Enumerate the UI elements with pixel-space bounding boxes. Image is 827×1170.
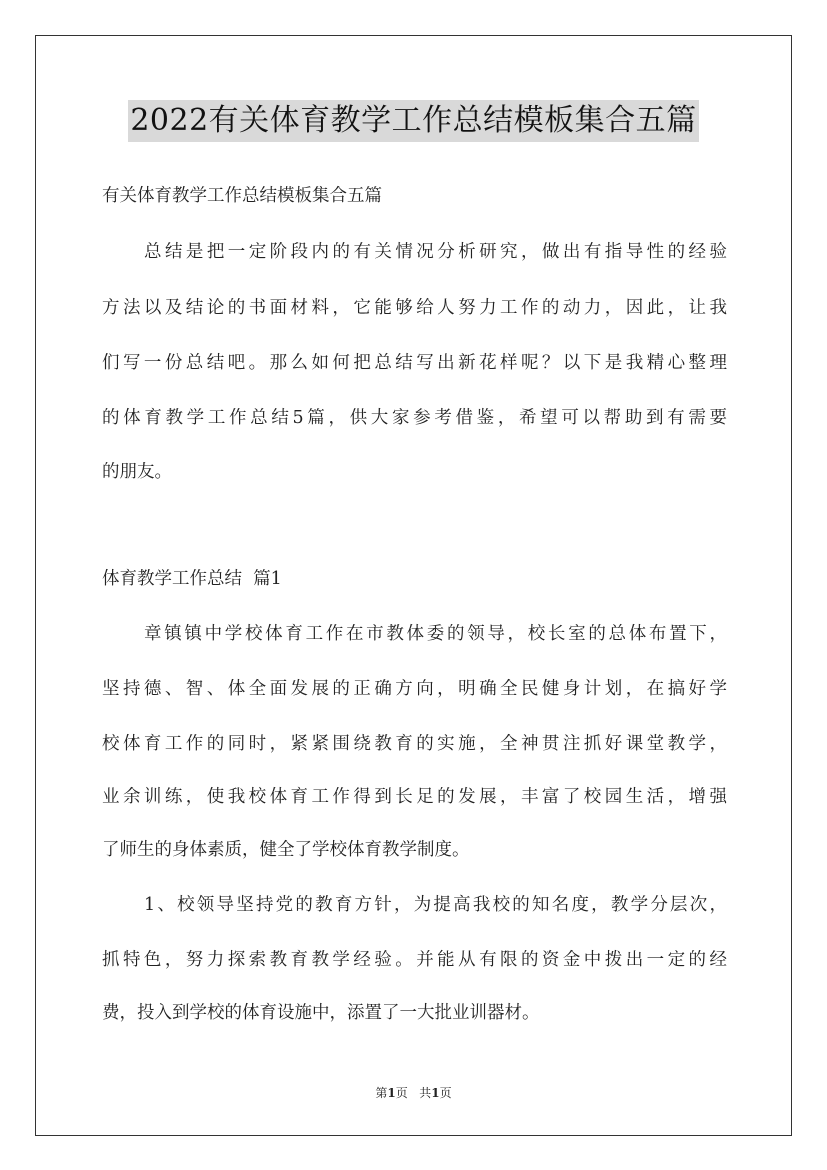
document-title: 2022有关体育教学工作总结模板集合五篇 [128, 100, 698, 142]
footer-page-suffix: 页 [395, 1086, 408, 1100]
title-container [0, 100, 827, 142]
section-line-5: 了师生的身体素质，健全了学校体育教学制度。 [102, 840, 470, 860]
section-heading: 体育教学工作总结 篇1 [102, 569, 282, 589]
document-subtitle: 有关体育教学工作总结模板集合五篇 [102, 186, 382, 206]
section-line-3: 校体育工作的同时，紧紧围绕教育的实施，全神贯注抓好课堂教学， [102, 734, 727, 754]
item-1-line-1: 1、校领导坚持党的教育方针，为提高我校的知名度，教学分层次， [144, 895, 727, 915]
intro-line-4: 的体育教学工作总结5篇，供大家参考借鉴，希望可以帮助到有需要 [102, 408, 727, 428]
section-line-2: 坚持德、智、体全面发展的正确方向，明确全民健身计划，在搞好学 [102, 679, 727, 699]
intro-line-1: 总结是把一定阶段内的有关情况分析研究，做出有指导性的经验 [144, 242, 727, 262]
section-line-1: 章镇镇中学校体育工作在市教体委的领导，校长室的总体布置下， [144, 624, 727, 644]
intro-line-3: 们写一份总结吧。那么如何把总结写出新花样呢？以下是我精心整理 [102, 353, 727, 373]
footer-total-prefix: 共 [419, 1086, 432, 1100]
item-1-line-3: 费，投入到学校的体育设施中，添置了一大批业训器材。 [102, 1003, 540, 1023]
footer-page-number: 1 [387, 1086, 396, 1100]
section-line-4: 业余训练，使我校体育工作得到长足的发展，丰富了校园生活，增强 [102, 787, 727, 807]
intro-line-5: 的朋友。 [102, 462, 172, 482]
footer-total-number: 1 [431, 1086, 440, 1100]
footer-page-prefix: 第 [375, 1086, 388, 1100]
page-footer [0, 1084, 827, 1101]
item-1-line-2: 抓特色，努力探索教育教学经验。并能从有限的资金中拨出一定的经 [102, 950, 727, 970]
intro-line-2: 方法以及结论的书面材料，它能够给人努力工作的动力，因此，让我 [102, 298, 727, 318]
footer-total-suffix: 页 [439, 1086, 452, 1100]
